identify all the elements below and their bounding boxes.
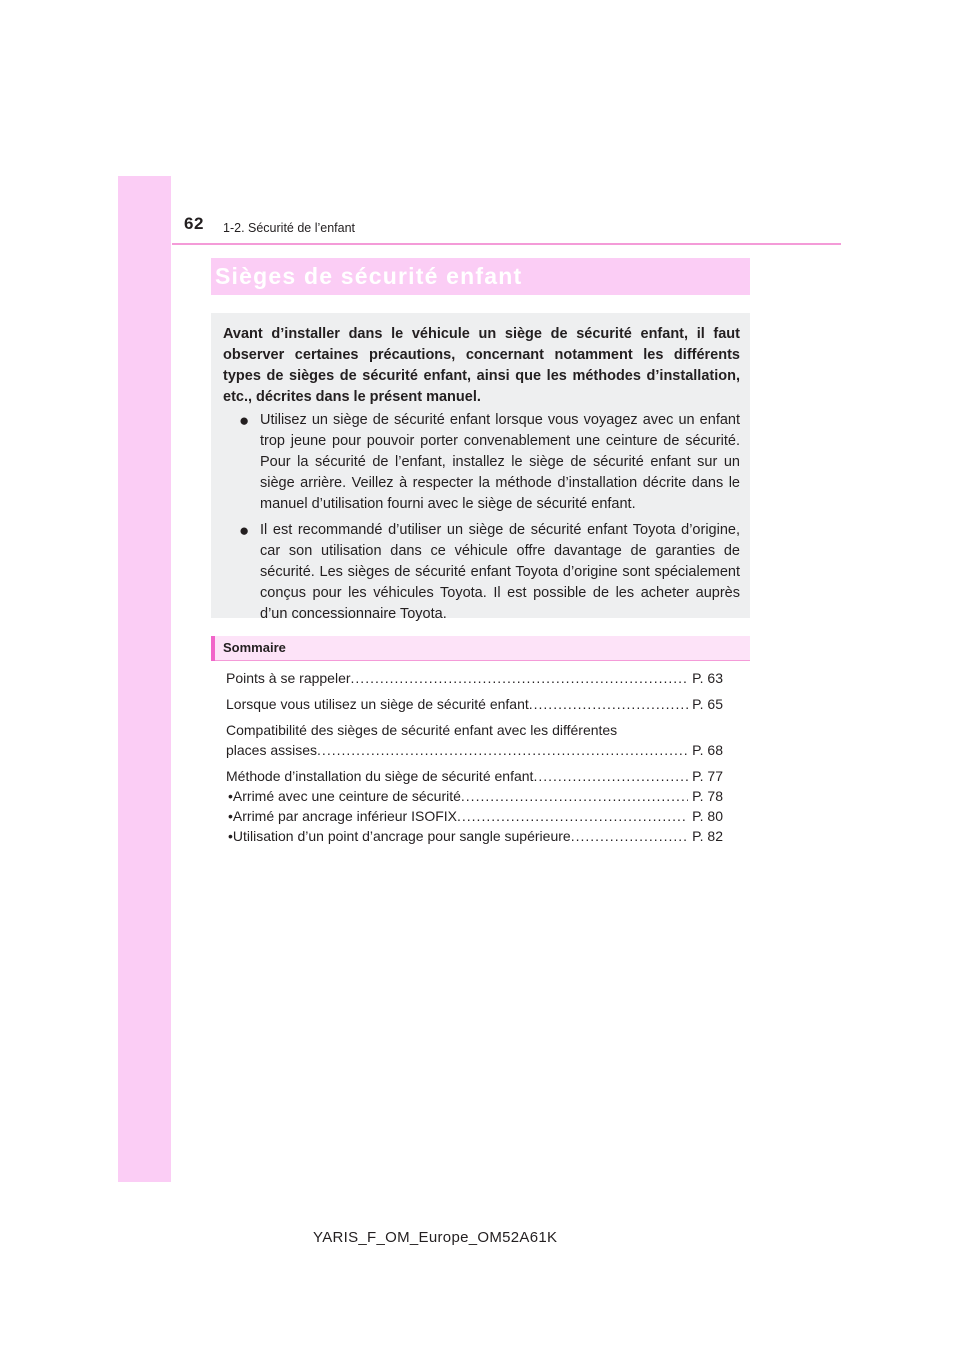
toc-label-line1: Compatibilité des sièges de sécurité enfant avec les différentes <box>226 722 618 738</box>
page-title: Sièges de sécurité enfant <box>215 263 523 289</box>
bullet-dot-icon: ● <box>239 521 250 540</box>
footer-code: YARIS_F_OM_Europe_OM52A61K <box>313 1229 558 1246</box>
intro-bullet-text: Utilisez un siège de sécurité enfant lorsque vous voyagez avec un enfant trop jeune pour pouvoir porter convenablement une ceinture de sécurité. Pour la sécurité de l’enfant, installez le siège de sécurité enfant sur un siège arrière. Veillez à respecter la méthode d’installation décrite dans le manuel d’utilisation fourni avec le siège de sécurité enfant. <box>260 412 740 512</box>
chapter-side-tab <box>118 176 171 1182</box>
toc-leader <box>533 766 688 786</box>
bullet-dot-icon: ● <box>239 411 250 430</box>
intro-bullet <box>223 410 740 515</box>
toc-page: P. 65 <box>692 696 723 712</box>
toc-leader <box>457 806 688 826</box>
toc-leader <box>571 826 688 846</box>
intro-lead: Avant d’installer dans le véhicule un siège de sécurité enfant, il faut observer certaines précautions, concernant notamment les différents types de sièges de sécurité enfant, ainsi que les méthodes d’installation, etc., décrites dans le présent manuel. <box>223 326 740 405</box>
toc-leader <box>461 786 688 806</box>
toc-page: P. 80 <box>692 808 723 824</box>
toc-leader <box>529 694 688 714</box>
intro-box <box>211 313 750 622</box>
toc-subentry[interactable] <box>226 826 723 846</box>
toc-label: Lorsque vous utilisez un siège de sécurité enfant <box>226 696 529 712</box>
intro-bullet-text: Il est recommandé d’utiliser un siège de sécurité enfant Toyota d’origine, car son utilisation dans ce véhicule offre davantage de garanties de sécurité. Les sièges de sécurité enfant Toyota d’origine sont spécialement conçus pour les véhicules Toyota. Il est possible de les acheter auprès d’un concessionnaire Toyota. <box>260 522 740 622</box>
bullet-icon: • <box>228 788 233 804</box>
toc-subentry[interactable] <box>226 806 723 826</box>
summary-bar <box>211 636 750 661</box>
bullet-icon: • <box>228 808 233 824</box>
section-label: 1-2. Sécurité de l’enfant <box>223 221 356 235</box>
toc-page: P. 63 <box>692 670 723 686</box>
toc-entry[interactable] <box>226 694 723 714</box>
bullet-icon: • <box>228 828 233 844</box>
page-number: 62 <box>184 214 204 233</box>
toc-page: P. 68 <box>692 742 723 758</box>
toc-label: places assises <box>226 742 318 758</box>
toc-label: Arrimé avec une ceinture de sécurité <box>232 788 461 804</box>
header-rule <box>172 243 841 245</box>
toc-leader <box>317 740 688 760</box>
toc-label: Points à se rappeler <box>226 670 351 686</box>
table-of-contents <box>226 668 723 846</box>
summary-title: Sommaire <box>223 640 286 655</box>
toc-label: Arrimé par ancrage inférieur ISOFIX <box>232 808 457 824</box>
toc-page: P. 82 <box>692 828 723 844</box>
toc-entry[interactable] <box>226 766 723 786</box>
summary-accent <box>211 636 215 661</box>
toc-page: P. 78 <box>692 788 723 804</box>
toc-entry[interactable] <box>226 668 723 688</box>
toc-leader <box>351 668 689 688</box>
toc-page: P. 77 <box>692 768 723 784</box>
toc-label: Utilisation d’un point d’ancrage pour sangle supérieure <box>232 828 571 844</box>
intro-bullet <box>223 520 740 625</box>
toc-label: Méthode d’installation du siège de sécurité enfant <box>226 768 534 784</box>
toc-subentry[interactable] <box>226 786 723 806</box>
toc-entry[interactable] <box>226 720 723 760</box>
